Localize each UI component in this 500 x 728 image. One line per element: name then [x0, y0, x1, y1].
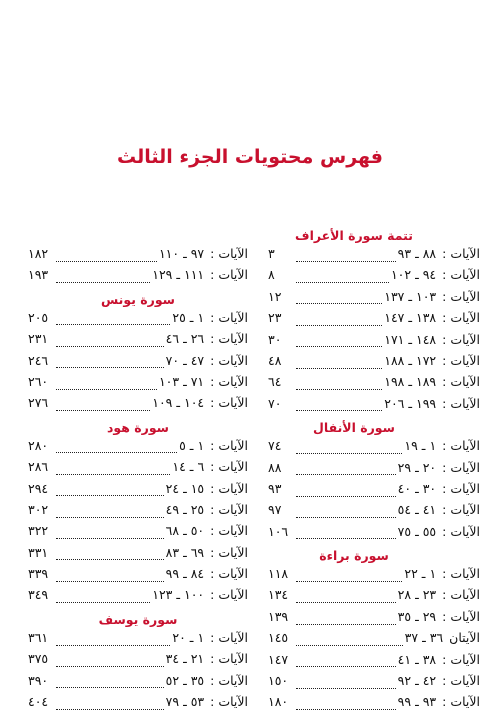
- dot-leader: [296, 401, 382, 411]
- verse-range: ٣٨ ـ ٤١: [397, 651, 437, 667]
- page-title: فهرس محتويات الجزء الثالث: [116, 146, 383, 168]
- verses-label: الآيات :: [442, 331, 480, 347]
- dot-leader: [56, 401, 150, 411]
- verses-label: الآيات :: [442, 608, 480, 624]
- toc-entry[interactable]: [268, 353, 480, 374]
- page-number: ٦٤: [268, 374, 282, 390]
- toc-entry[interactable]: [268, 246, 480, 267]
- page-number: ٣٧٥: [28, 651, 49, 667]
- verses-label: الآيات :: [210, 501, 248, 517]
- section-heading: تتمة سورة الأعراف: [295, 228, 413, 243]
- toc-entry[interactable]: [28, 545, 248, 566]
- toc-entry[interactable]: [268, 267, 480, 288]
- dot-leader: [56, 443, 177, 453]
- dot-leader: [56, 550, 164, 560]
- verses-label: الآيات :: [442, 480, 480, 496]
- toc-entry[interactable]: [268, 566, 480, 587]
- dot-leader: [56, 572, 164, 582]
- toc-entry[interactable]: [28, 502, 248, 523]
- verses-label: الآيات :: [442, 310, 480, 326]
- verse-range: ٢٣ ـ ٢٨: [397, 587, 437, 603]
- page-number: ٣٣٩: [28, 566, 49, 582]
- toc-entry[interactable]: [268, 524, 480, 545]
- dot-leader: [296, 615, 396, 625]
- page-number: ١٤٧: [268, 651, 289, 667]
- verses-label: الآيات :: [442, 587, 480, 603]
- page-number: ١٥٠: [268, 673, 289, 689]
- toc-entry[interactable]: [268, 438, 480, 459]
- verses-label: الآيات :: [442, 395, 480, 411]
- dot-leader: [296, 529, 396, 539]
- verses-label: الآيات :: [442, 267, 480, 283]
- verses-label: الآيات :: [210, 651, 248, 667]
- verses-label: الآيات :: [210, 267, 248, 283]
- toc-entry[interactable]: [28, 267, 248, 288]
- verse-range: ٤٧ ـ ٧٠: [165, 352, 205, 368]
- page-number: ٣٦١: [28, 629, 49, 645]
- toc-entry[interactable]: [28, 673, 248, 694]
- verses-label: الآيات :: [442, 502, 480, 518]
- page-number: ٢٣١: [28, 331, 49, 347]
- verse-range: ١٣٨ ـ ١٤٧: [384, 310, 437, 326]
- verse-range: ١٩٩ ـ ٢٠٦: [384, 395, 437, 411]
- dot-leader: [296, 636, 403, 646]
- dot-leader: [56, 252, 157, 262]
- verses-label: الآيات :: [210, 480, 248, 496]
- verse-range: ١١١ ـ ١٢٩: [152, 267, 205, 283]
- dot-leader: [296, 337, 382, 347]
- verse-range: ٢٩ ـ ٣٥: [397, 608, 437, 624]
- verse-range: ١٠٣ ـ ١٣٧: [384, 288, 437, 304]
- verses-label: الآيات :: [210, 544, 248, 560]
- verse-range: ٩٧ ـ ١١٠: [158, 246, 205, 261]
- page-number: ٣٣١: [28, 544, 49, 560]
- verse-range: ٩٤ ـ ١٠٢: [390, 267, 437, 283]
- page-number: ١١٨: [268, 566, 289, 582]
- verse-range: ٢٦ ـ ٤٦: [165, 331, 205, 347]
- verse-range: ٣٠ ـ ٤٠: [397, 480, 437, 496]
- verses-label: الآيات :: [210, 694, 248, 710]
- verses-label: الآيات :: [210, 459, 248, 475]
- toc-entry[interactable]: [268, 694, 480, 715]
- toc-entry[interactable]: [268, 289, 480, 310]
- verses-label: الآيات :: [442, 651, 480, 667]
- page-number: ٩٧: [268, 502, 282, 518]
- toc-entry[interactable]: [268, 587, 480, 608]
- verse-range: ٢١ ـ ٣٤: [165, 651, 205, 667]
- section-heading: سورة هود: [107, 419, 169, 435]
- verse-range: ١٨٩ ـ ١٩٨: [384, 374, 437, 390]
- page-number: ٨٨: [268, 459, 282, 475]
- verses-label: الآيات :: [442, 374, 480, 390]
- dot-leader: [296, 700, 396, 710]
- verses-label: الآيات :: [210, 246, 248, 261]
- toc-entry[interactable]: [28, 459, 248, 480]
- toc-entry[interactable]: [268, 460, 480, 481]
- dot-leader: [56, 593, 150, 603]
- page-number: ٣٩٠: [28, 672, 49, 688]
- toc-entry[interactable]: [28, 523, 248, 544]
- verse-range: ٤٢ ـ ٩٢: [397, 673, 437, 689]
- toc-entry[interactable]: [28, 246, 248, 267]
- page-number: ٢٧٦: [28, 395, 49, 411]
- page-number: ٨: [268, 267, 275, 283]
- toc-entry[interactable]: [268, 502, 480, 523]
- toc-column-left: [28, 246, 248, 715]
- toc-column-right: [268, 225, 480, 716]
- dot-leader: [296, 252, 396, 262]
- verse-range: ٢٥ ـ ٤٩: [165, 501, 205, 517]
- toc-entry[interactable]: [28, 587, 248, 608]
- verse-range: ١ ـ ٢٠: [172, 629, 205, 645]
- verses-label: الآيات :: [442, 523, 480, 539]
- section-heading: سورة براءة: [319, 548, 389, 564]
- verse-range: ٥٠ ـ ٦٨: [165, 523, 205, 539]
- dot-leader: [56, 380, 157, 390]
- toc-entry[interactable]: [28, 566, 248, 587]
- verses-label: الآيات :: [210, 587, 248, 603]
- dot-leader: [296, 273, 389, 283]
- verse-range: ١٧٢ ـ ١٨٨: [384, 352, 437, 368]
- verse-range: ٧١ ـ ١٠٣: [158, 373, 205, 389]
- verses-label: الآيات :: [442, 694, 480, 710]
- verses-label: الآيات :: [442, 246, 480, 261]
- toc-entry[interactable]: [28, 331, 248, 352]
- section-heading: سورة يونس: [101, 291, 175, 307]
- page-number: ٢٨٠: [28, 437, 49, 453]
- dot-leader: [296, 487, 396, 497]
- verse-range: ١ ـ ٥: [179, 437, 205, 453]
- verses-label: الآيات :: [210, 437, 248, 453]
- verses-label: الآيات :: [210, 629, 248, 645]
- verse-range: ١ ـ ٢٥: [172, 309, 205, 325]
- toc-entry[interactable]: [268, 396, 480, 417]
- verse-range: ١ ـ ١٩: [404, 438, 437, 454]
- toc-entry[interactable]: [268, 673, 480, 694]
- page-number: ٣٤٩: [28, 587, 49, 603]
- page-number: ٣٢٢: [28, 523, 49, 539]
- verses-label: الآيات :: [210, 523, 248, 539]
- verse-range: ١٥ ـ ٢٤: [165, 480, 205, 496]
- verses-label: الآيات :: [210, 373, 248, 389]
- dot-leader: [56, 337, 164, 347]
- page-number: ١٣٩: [268, 608, 289, 624]
- verses-label: الآيتان: [449, 630, 480, 646]
- toc-entry[interactable]: [28, 651, 248, 672]
- page-number: ٣٠: [268, 331, 282, 347]
- toc-entry[interactable]: [268, 630, 480, 651]
- toc-entry[interactable]: [28, 310, 248, 331]
- dot-leader: [296, 316, 382, 326]
- toc-entry[interactable]: [28, 395, 248, 416]
- verses-label: الآيات :: [442, 438, 480, 454]
- dot-leader: [296, 294, 382, 304]
- verses-label: الآيات :: [210, 566, 248, 582]
- dot-leader: [56, 508, 164, 518]
- page-number: ١٣٤: [268, 587, 289, 603]
- verse-range: ١٠٤ ـ ١٠٩: [152, 395, 205, 411]
- dot-leader: [56, 657, 164, 667]
- page-number: ١٢: [268, 288, 282, 304]
- dot-leader: [56, 486, 164, 496]
- dot-leader: [56, 273, 150, 283]
- toc-entry[interactable]: [28, 353, 248, 374]
- toc-entry[interactable]: [28, 481, 248, 502]
- verses-label: الآيات :: [442, 288, 480, 304]
- dot-leader: [296, 593, 396, 603]
- dot-leader: [56, 315, 170, 325]
- page-number: ١٨٢: [28, 246, 49, 261]
- page-number: ٤٨: [268, 352, 282, 368]
- verse-range: ٢٠ ـ ٢٩: [397, 459, 437, 475]
- page-number: ٢٤٦: [28, 352, 49, 368]
- verses-label: الآيات :: [442, 459, 480, 475]
- verses-label: الآيات :: [442, 673, 480, 689]
- verses-label: الآيات :: [210, 672, 248, 688]
- page-number: ٢٨٦: [28, 459, 49, 475]
- toc-entry[interactable]: [28, 694, 248, 715]
- verse-range: ١٤٨ ـ ١٧١: [384, 331, 437, 347]
- page-number: ١٠٦: [268, 523, 289, 539]
- dot-leader: [56, 529, 164, 539]
- verse-range: ٨٤ ـ ٩٩: [165, 566, 205, 582]
- page-number: ٤٠٤: [28, 694, 49, 710]
- dot-leader: [296, 465, 396, 475]
- verse-range: ١ ـ ٢٢: [404, 566, 437, 582]
- page-number: ٧٠: [268, 395, 282, 411]
- page-number: ٢٠٥: [28, 309, 49, 325]
- page-number: ١٩٣: [28, 267, 49, 283]
- verse-range: ٥٥ ـ ٧٥: [397, 523, 437, 539]
- verse-range: ٤١ ـ ٥٤: [397, 502, 437, 518]
- verses-label: الآيات :: [210, 395, 248, 411]
- verse-range: ٦٩ ـ ٨٣: [165, 544, 205, 560]
- page-number: ٩٣: [268, 480, 282, 496]
- section-heading: سورة الأنفال: [313, 420, 395, 436]
- page-number: ١٨٠: [268, 694, 289, 710]
- dot-leader: [296, 657, 396, 667]
- verses-label: الآيات :: [210, 331, 248, 347]
- dot-leader: [296, 508, 396, 518]
- verses-label: الآيات :: [210, 352, 248, 368]
- page-number: ٣٠٢: [28, 501, 49, 517]
- dot-leader: [56, 358, 164, 368]
- toc-entry[interactable]: [268, 652, 480, 673]
- verse-range: ٣٥ ـ ٥٢: [165, 672, 205, 688]
- verse-range: ١٠٠ ـ ١٢٣: [152, 587, 205, 603]
- page-number: ١٤٥: [268, 630, 289, 646]
- page-number: ٧٤: [268, 438, 282, 454]
- dot-leader: [296, 444, 402, 454]
- dot-leader: [56, 465, 170, 475]
- dot-leader: [296, 380, 382, 390]
- page-number: ٢٦٠: [28, 373, 49, 389]
- section-heading: سورة يوسف: [98, 611, 178, 627]
- toc-entry[interactable]: [28, 374, 248, 395]
- verses-label: الآيات :: [210, 309, 248, 325]
- verse-range: ٩٣ ـ ٩٩: [397, 694, 437, 710]
- dot-leader: [56, 700, 164, 710]
- verses-label: الآيات :: [442, 566, 480, 582]
- toc-entry[interactable]: [28, 438, 248, 459]
- verse-range: ٨٨ ـ ٩٣: [397, 246, 437, 261]
- dot-leader: [56, 678, 164, 688]
- verse-range: ٣٦ ـ ٣٧: [404, 630, 444, 646]
- verse-range: ٦ ـ ١٤: [172, 459, 205, 475]
- verse-range: ٥٣ ـ ٧٩: [165, 694, 205, 710]
- verses-label: الآيات :: [442, 352, 480, 368]
- dot-leader: [56, 636, 170, 646]
- toc-entry[interactable]: [268, 609, 480, 630]
- toc-entry[interactable]: [268, 332, 480, 353]
- toc-entry[interactable]: [268, 481, 480, 502]
- dot-leader: [296, 679, 396, 689]
- page-number: ٢٩٤: [28, 480, 49, 496]
- toc-entry[interactable]: [268, 310, 480, 331]
- dot-leader: [296, 359, 382, 369]
- toc-entry[interactable]: [28, 630, 248, 651]
- toc-entry[interactable]: [268, 374, 480, 395]
- page-number: ٣: [268, 246, 275, 261]
- dot-leader: [296, 572, 402, 582]
- page-number: ٢٣: [268, 310, 282, 326]
